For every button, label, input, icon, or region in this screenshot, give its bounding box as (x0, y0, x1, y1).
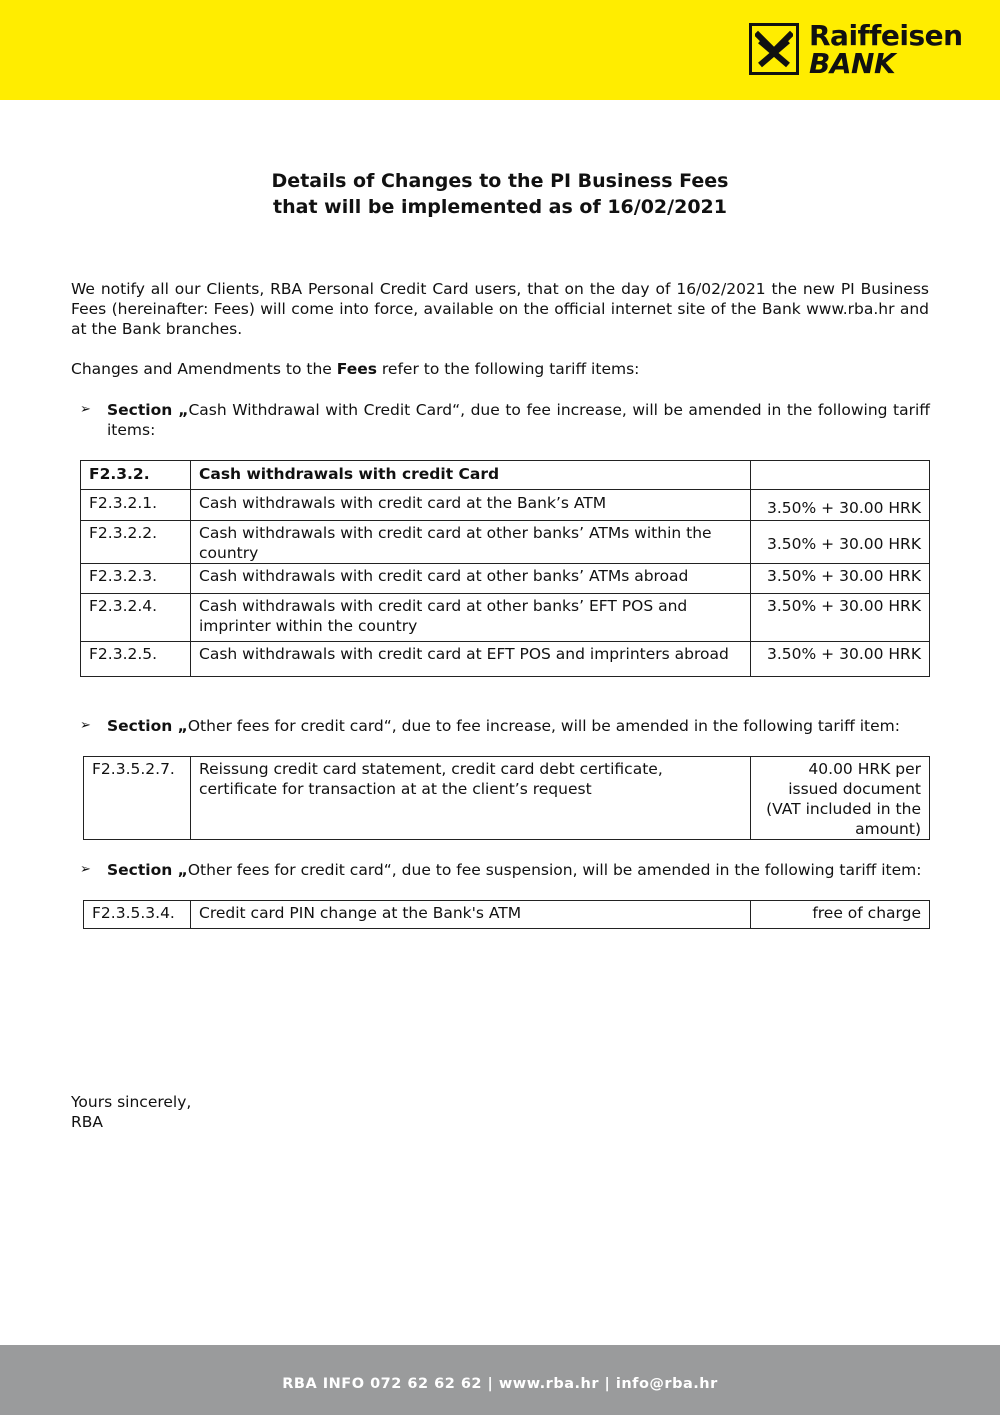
intro-paragraph: We notify all our Clients, RBA Personal Credit Card users, that on the day of 16/02/2021 the new PI Business Fees (hereinafter: Fees) will come into force, available on the official internet site of the Bank www.rba.hr and at the Bank branches. (71, 280, 929, 338)
footer-bar (0, 1345, 1000, 1415)
table-cell-name: Cash withdrawals with credit card at other banks’ ATMs abroad (191, 564, 751, 594)
closing-signature (71, 1092, 191, 1132)
table-cell-fee (751, 461, 930, 490)
table-cell-name: Reissung credit card statement, credit card debt certificate, certificate for transaction at at the client’s request (191, 757, 751, 840)
table-cell-fee: 3.50% + 30.00 HRK (751, 594, 930, 642)
table-cell-name: Credit card PIN change at the Bank's ATM (191, 901, 751, 929)
changes-intro-bold: Fees (336, 360, 377, 378)
bullet-section-3 (80, 860, 930, 880)
header-bar (0, 0, 1000, 100)
table-cell-code: F2.3.5.3.4. (84, 901, 191, 929)
fees-table-other-fees-suspension (83, 900, 930, 929)
table-cell-fee: 3.50% + 30.00 HRK (751, 564, 930, 594)
table-row (84, 901, 930, 929)
closing-line-1: Yours sincerely, (71, 1093, 192, 1111)
table-row (81, 521, 930, 564)
table-cell-fee: 3.50% + 30.00 HRK (751, 490, 930, 521)
raiffeisen-logo (749, 19, 964, 80)
bullet-bold: Section „ (107, 717, 188, 735)
crossed-gables-icon (749, 23, 799, 75)
arrow-bullet-icon: ➢ (80, 862, 91, 877)
table-cell-code: F2.3.2.4. (81, 594, 191, 642)
table-row (81, 564, 930, 594)
table-cell-fee: 3.50% + 30.00 HRK (751, 642, 930, 677)
table-cell-code: F2.3.2.1. (81, 490, 191, 521)
table-cell-fee: free of charge (751, 901, 930, 929)
bullet-section-2 (80, 716, 930, 736)
fees-table-cash-withdrawal (80, 460, 930, 677)
footer-contact: RBA INFO 072 62 62 62 | www.rba.hr | info@rba.hr (282, 1376, 718, 1392)
table-cell-name: Cash withdrawals with credit card at EFT POS and imprinters abroad (191, 642, 751, 677)
title-line-2: that will be implemented as of 16/02/2021 (273, 196, 727, 218)
table-cell-fee: 3.50% + 30.00 HRK (751, 521, 930, 564)
table-row (81, 642, 930, 677)
bullet-section-1 (80, 400, 930, 440)
title-line-1: Details of Changes to the PI Business Fees (271, 170, 729, 192)
table-header-row (81, 461, 930, 490)
logo-word-raiffeisen: Raiffeisen (809, 19, 963, 52)
changes-intro-before: Changes and Amendments to the (71, 360, 337, 378)
table-cell-name: Cash withdrawals with credit card at the Bank’s ATM (191, 490, 751, 521)
arrow-bullet-icon: ➢ (80, 402, 91, 417)
changes-intro (71, 359, 929, 379)
page-title (0, 168, 1000, 220)
logo-word-bank: BANK (809, 47, 896, 80)
table-row (81, 490, 930, 521)
table-cell-name: Cash withdrawals with credit card at other banks’ ATMs within the country (191, 521, 751, 564)
bullet-text: Cash Withdrawal with Credit Card“, due to fee increase, will be amended in the following tariff items: (107, 401, 930, 439)
bullet-text: Other fees for credit card“, due to fee suspension, will be amended in the following tariff item: (187, 861, 922, 879)
table-cell-fee: 40.00 HRK per issued document (VAT included in the amount) (751, 757, 930, 840)
bullet-text: Other fees for credit card“, due to fee increase, will be amended in the following tariff item: (187, 717, 900, 735)
table-cell-code: F2.3.2.3. (81, 564, 191, 594)
bullet-bold: Section „ (107, 401, 189, 419)
table-row (81, 594, 930, 642)
table-cell-code: F2.3.2.5. (81, 642, 191, 677)
table-cell-name: Cash withdrawals with credit card at other banks’ EFT POS and imprinter within the country (191, 594, 751, 642)
bullet-bold: Section „ (107, 861, 188, 879)
table-cell-code: F2.3.5.2.7. (84, 757, 191, 840)
arrow-bullet-icon: ➢ (80, 718, 91, 733)
closing-line-2: RBA (71, 1113, 104, 1131)
changes-intro-after: refer to the following tariff items: (376, 360, 640, 378)
table-row (84, 757, 930, 840)
table-cell-code: F2.3.2. (81, 461, 191, 490)
table-cell-code: F2.3.2.2. (81, 521, 191, 564)
fees-table-other-fees-increase (83, 756, 930, 840)
table-cell-name: Cash withdrawals with credit Card (191, 461, 751, 490)
